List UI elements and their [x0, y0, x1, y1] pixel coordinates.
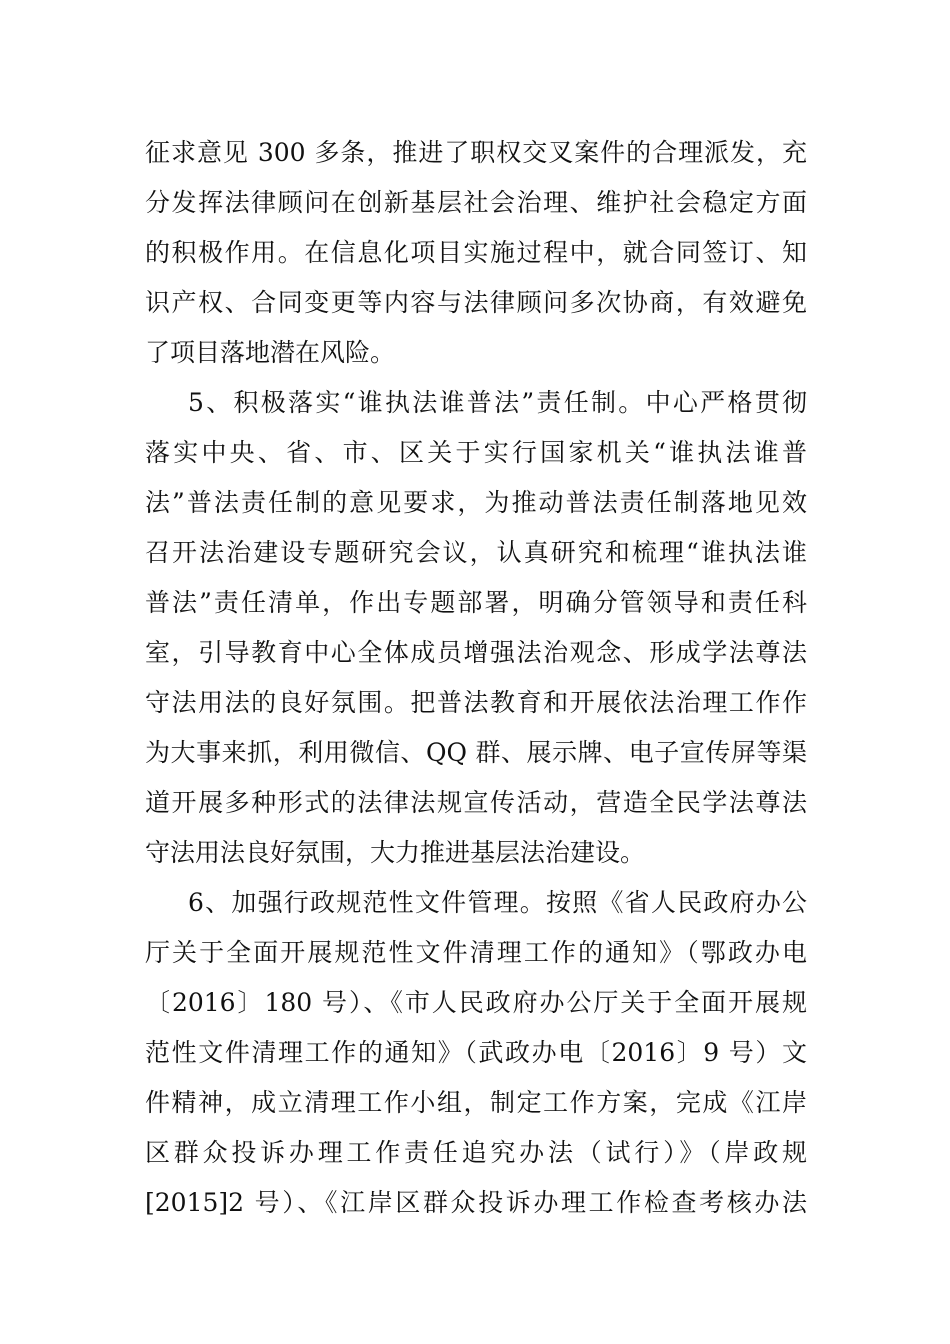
text-line: 的积极作用。在信息化项目实施过程中，就合同签订、知	[145, 238, 807, 267]
text-line: [2015]2 号）、《江岸区群众投诉办理工作检查考核办法	[145, 1188, 807, 1217]
text-line: 识产权、合同变更等内容与法律顾问多次协商，有效避免	[145, 288, 807, 317]
text-line: 落实中央、省、市、区关于实行国家机关“谁执法谁普	[145, 438, 807, 467]
text-line: 分发挥法律顾问在创新基层社会治理、维护社会稳定方面	[145, 188, 807, 217]
text-line: 守法用法良好氛围，大力推进基层法治建设。	[145, 838, 646, 867]
text-line: 召开法治建设专题研究会议，认真研究和梳理“谁执法谁	[145, 538, 807, 567]
text-line: 区群众投诉办理工作责任追究办法（试行）》（岸政规	[145, 1138, 807, 1167]
text-line: 了项目落地潜在风险。	[145, 338, 396, 367]
paragraph-start-line: 6、加强行政规范性文件管理。按照《省人民政府办公	[188, 888, 807, 917]
text-line: 室，引导教育中心全体成员增强法治观念、形成学法尊法	[145, 638, 807, 667]
paragraph-start-line: 5、积极落实“谁执法谁普法”责任制。中心严格贯彻	[188, 388, 807, 417]
text-line: 范性文件清理工作的通知》（武政办电〔2016〕9 号）文	[145, 1038, 807, 1067]
text-line: 法”普法责任制的意见要求，为推动普法责任制落地见效	[145, 488, 807, 517]
text-line: 为大事来抓，利用微信、QQ 群、展示牌、电子宣传屏等渠	[145, 738, 807, 767]
text-line: 征求意见 300 多条，推进了职权交叉案件的合理派发，充	[145, 138, 807, 167]
text-line: 件精神，成立清理工作小组，制定工作方案，完成《江岸	[145, 1088, 807, 1117]
text-line: 道开展多种形式的法律法规宣传活动，营造全民学法尊法	[145, 788, 807, 817]
text-line: 守法用法的良好氛围。把普法教育和开展依法治理工作作	[145, 688, 807, 717]
text-line: 普法”责任清单，作出专题部署，明确分管领导和责任科	[145, 588, 807, 617]
text-line: 〔2016〕180 号）、《市人民政府办公厅关于全面开展规	[145, 988, 807, 1017]
text-line: 厅关于全面开展规范性文件清理工作的通知》（鄂政办电	[145, 938, 807, 967]
